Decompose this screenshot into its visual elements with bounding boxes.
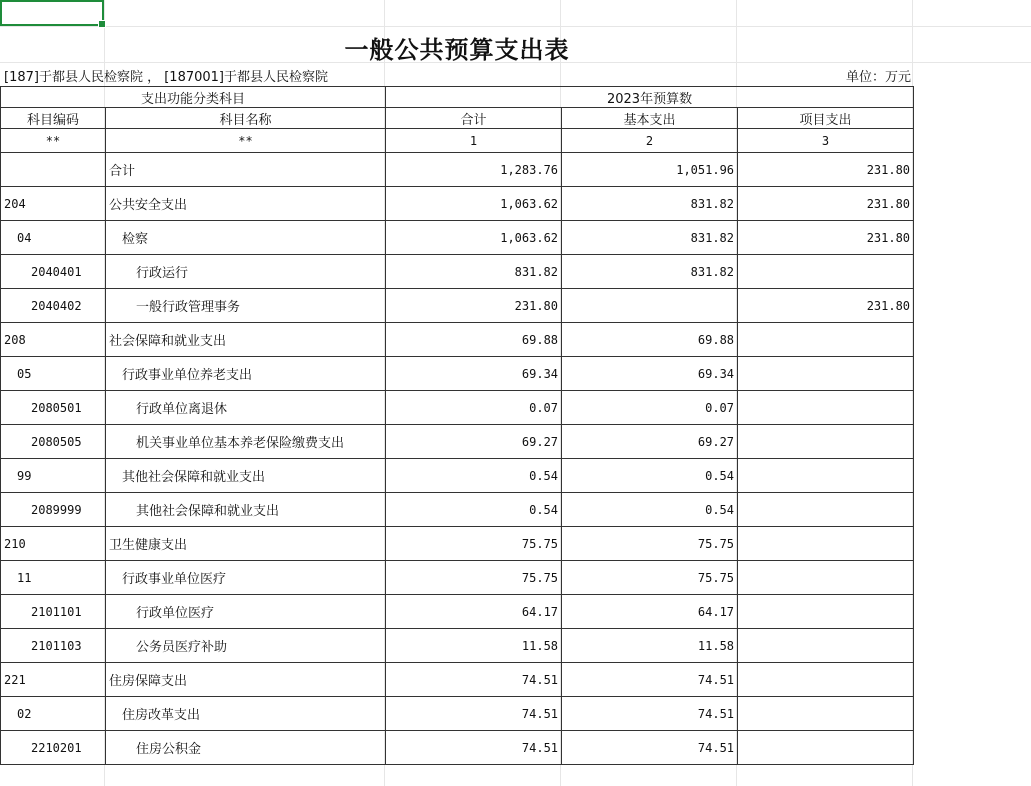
header-basic[interactable]: 基本支出	[562, 108, 738, 129]
cell-basic[interactable]: 74.51	[562, 697, 738, 731]
cell-project[interactable]: 231.80	[738, 221, 914, 255]
cell-code[interactable]: 2089999	[1, 493, 106, 527]
cell-project[interactable]	[738, 357, 914, 391]
cell-total[interactable]: 0.54	[386, 493, 562, 527]
budget-table	[0, 86, 914, 765]
cell-name[interactable]: 合计	[106, 153, 386, 187]
header-name[interactable]: 科目名称	[106, 108, 386, 129]
cell-basic[interactable]: 75.75	[562, 561, 738, 595]
cell-code[interactable]: 2080501	[1, 391, 106, 425]
cell-code[interactable]: 05	[1, 357, 106, 391]
cell-basic[interactable]: 11.58	[562, 629, 738, 663]
cell-project[interactable]	[738, 323, 914, 357]
cell-basic[interactable]: 831.82	[562, 221, 738, 255]
cell-code[interactable]: 210	[1, 527, 106, 561]
table-row	[1, 663, 914, 697]
table-row	[1, 595, 914, 629]
cell-basic[interactable]: 0.54	[562, 493, 738, 527]
header-row-index	[1, 129, 914, 153]
table-row	[1, 357, 914, 391]
cell-code[interactable]: 2040402	[1, 289, 106, 323]
header-budget-year[interactable]: 2023年预算数	[386, 87, 914, 108]
cell-total[interactable]: 75.75	[386, 527, 562, 561]
header-project-index[interactable]: 3	[738, 129, 914, 153]
cell-total[interactable]: 831.82	[386, 255, 562, 289]
cell-name[interactable]: 住房公积金	[106, 731, 386, 765]
table-row	[1, 493, 914, 527]
header-row-group	[1, 87, 914, 108]
cell-basic[interactable]: 69.27	[562, 425, 738, 459]
table-row	[1, 527, 914, 561]
cell-project[interactable]: 231.80	[738, 153, 914, 187]
header-code-mark[interactable]: **	[1, 129, 106, 153]
fill-handle[interactable]	[98, 20, 106, 28]
cell-basic[interactable]: 0.54	[562, 459, 738, 493]
header-code[interactable]: 科目编码	[1, 108, 106, 129]
cell-basic[interactable]: 69.34	[562, 357, 738, 391]
sheet-title: 一般公共预算支出表	[344, 35, 570, 64]
table-row	[1, 561, 914, 595]
cell-project[interactable]	[738, 731, 914, 765]
gridline	[0, 26, 1031, 27]
cell-name[interactable]: 行政事业单位养老支出	[106, 357, 386, 391]
cell-basic[interactable]: 74.51	[562, 663, 738, 697]
cell-project[interactable]	[738, 459, 914, 493]
cell-basic[interactable]: 0.07	[562, 391, 738, 425]
cell-project[interactable]: 231.80	[738, 289, 914, 323]
header-function-category[interactable]: 支出功能分类科目	[1, 87, 386, 108]
header-project[interactable]: 项目支出	[738, 108, 914, 129]
table-row	[1, 187, 914, 221]
cell-name[interactable]: 行政事业单位医疗	[106, 561, 386, 595]
table-row	[1, 391, 914, 425]
cell-name[interactable]: 行政运行	[106, 255, 386, 289]
cell-name[interactable]: 机关事业单位基本养老保险缴费支出	[106, 425, 386, 459]
cell-basic[interactable]: 75.75	[562, 527, 738, 561]
unit-label: 单位：万元	[845, 70, 911, 85]
cell-project[interactable]	[738, 595, 914, 629]
cell-total[interactable]: 69.88	[386, 323, 562, 357]
cell-name[interactable]: 公共安全支出	[106, 187, 386, 221]
table-row	[1, 629, 914, 663]
header-total-index[interactable]: 1	[386, 129, 562, 153]
header-basic-index[interactable]: 2	[562, 129, 738, 153]
header-total[interactable]: 合计	[386, 108, 562, 129]
cell-total[interactable]: 231.80	[386, 289, 562, 323]
cell-code[interactable]: 2101103	[1, 629, 106, 663]
cell-total[interactable]: 74.51	[386, 697, 562, 731]
cell-name[interactable]: 行政单位医疗	[106, 595, 386, 629]
cell-project[interactable]	[738, 629, 914, 663]
cell-name[interactable]: 行政单位离退休	[106, 391, 386, 425]
cell-name[interactable]: 其他社会保障和就业支出	[106, 459, 386, 493]
cell-code[interactable]: 221	[1, 663, 106, 697]
cell-name[interactable]: 住房改革支出	[106, 697, 386, 731]
cell-total[interactable]: 64.17	[386, 595, 562, 629]
cell-name[interactable]: 其他社会保障和就业支出	[106, 493, 386, 527]
header-name-mark[interactable]: **	[106, 129, 386, 153]
cell-project[interactable]	[738, 425, 914, 459]
cell-total[interactable]: 69.27	[386, 425, 562, 459]
cell-total[interactable]: 69.34	[386, 357, 562, 391]
cell-code[interactable]: 2101101	[1, 595, 106, 629]
table-row-total	[1, 153, 914, 187]
cell-name[interactable]: 社会保障和就业支出	[106, 323, 386, 357]
cell-code[interactable]: 204	[1, 187, 106, 221]
table-row	[1, 731, 914, 765]
cell-name[interactable]: 卫生健康支出	[106, 527, 386, 561]
cell-basic[interactable]: 69.88	[562, 323, 738, 357]
table-row	[1, 697, 914, 731]
table-row	[1, 289, 914, 323]
cell-basic[interactable]: 831.82	[562, 255, 738, 289]
table-row	[1, 221, 914, 255]
table-row	[1, 425, 914, 459]
cell-total[interactable]: 1,283.76	[386, 153, 562, 187]
table-row	[1, 459, 914, 493]
cell-name[interactable]: 检察	[106, 221, 386, 255]
cell-code[interactable]	[1, 153, 106, 187]
cell-code[interactable]: 02	[1, 697, 106, 731]
cell-total[interactable]: 0.07	[386, 391, 562, 425]
cell-project[interactable]: 231.80	[738, 187, 914, 221]
cell-total[interactable]: 0.54	[386, 459, 562, 493]
cell-basic[interactable]: 831.82	[562, 187, 738, 221]
cell-total[interactable]: 74.51	[386, 731, 562, 765]
table-row	[1, 323, 914, 357]
cell-project[interactable]	[738, 527, 914, 561]
cell-project[interactable]	[738, 493, 914, 527]
cell-project[interactable]	[738, 697, 914, 731]
selected-cell-a1[interactable]	[0, 0, 104, 26]
cell-project[interactable]	[738, 255, 914, 289]
unit-organization: [187]于都县人民检察院 ， [187001]于都县人民检察院	[4, 70, 328, 85]
cell-basic[interactable]: 64.17	[562, 595, 738, 629]
cell-basic[interactable]: 74.51	[562, 731, 738, 765]
table-row	[1, 255, 914, 289]
cell-project[interactable]	[738, 561, 914, 595]
cell-total[interactable]: 75.75	[386, 561, 562, 595]
cell-project[interactable]	[738, 663, 914, 697]
cell-code[interactable]: 04	[1, 221, 106, 255]
cell-code[interactable]: 208	[1, 323, 106, 357]
header-row-columns	[1, 108, 914, 129]
cell-total[interactable]: 1,063.62	[386, 187, 562, 221]
cell-name[interactable]: 公务员医疗补助	[106, 629, 386, 663]
cell-name[interactable]: 住房保障支出	[106, 663, 386, 697]
cell-total[interactable]: 11.58	[386, 629, 562, 663]
cell-project[interactable]	[738, 391, 914, 425]
cell-code[interactable]: 2210201	[1, 731, 106, 765]
cell-code[interactable]: 2040401	[1, 255, 106, 289]
cell-name[interactable]: 一般行政管理事务	[106, 289, 386, 323]
cell-total[interactable]: 1,063.62	[386, 221, 562, 255]
cell-basic[interactable]: 1,051.96	[562, 153, 738, 187]
cell-code[interactable]: 99	[1, 459, 106, 493]
cell-code[interactable]: 2080505	[1, 425, 106, 459]
cell-total[interactable]: 74.51	[386, 663, 562, 697]
cell-basic[interactable]	[562, 289, 738, 323]
cell-code[interactable]: 11	[1, 561, 106, 595]
